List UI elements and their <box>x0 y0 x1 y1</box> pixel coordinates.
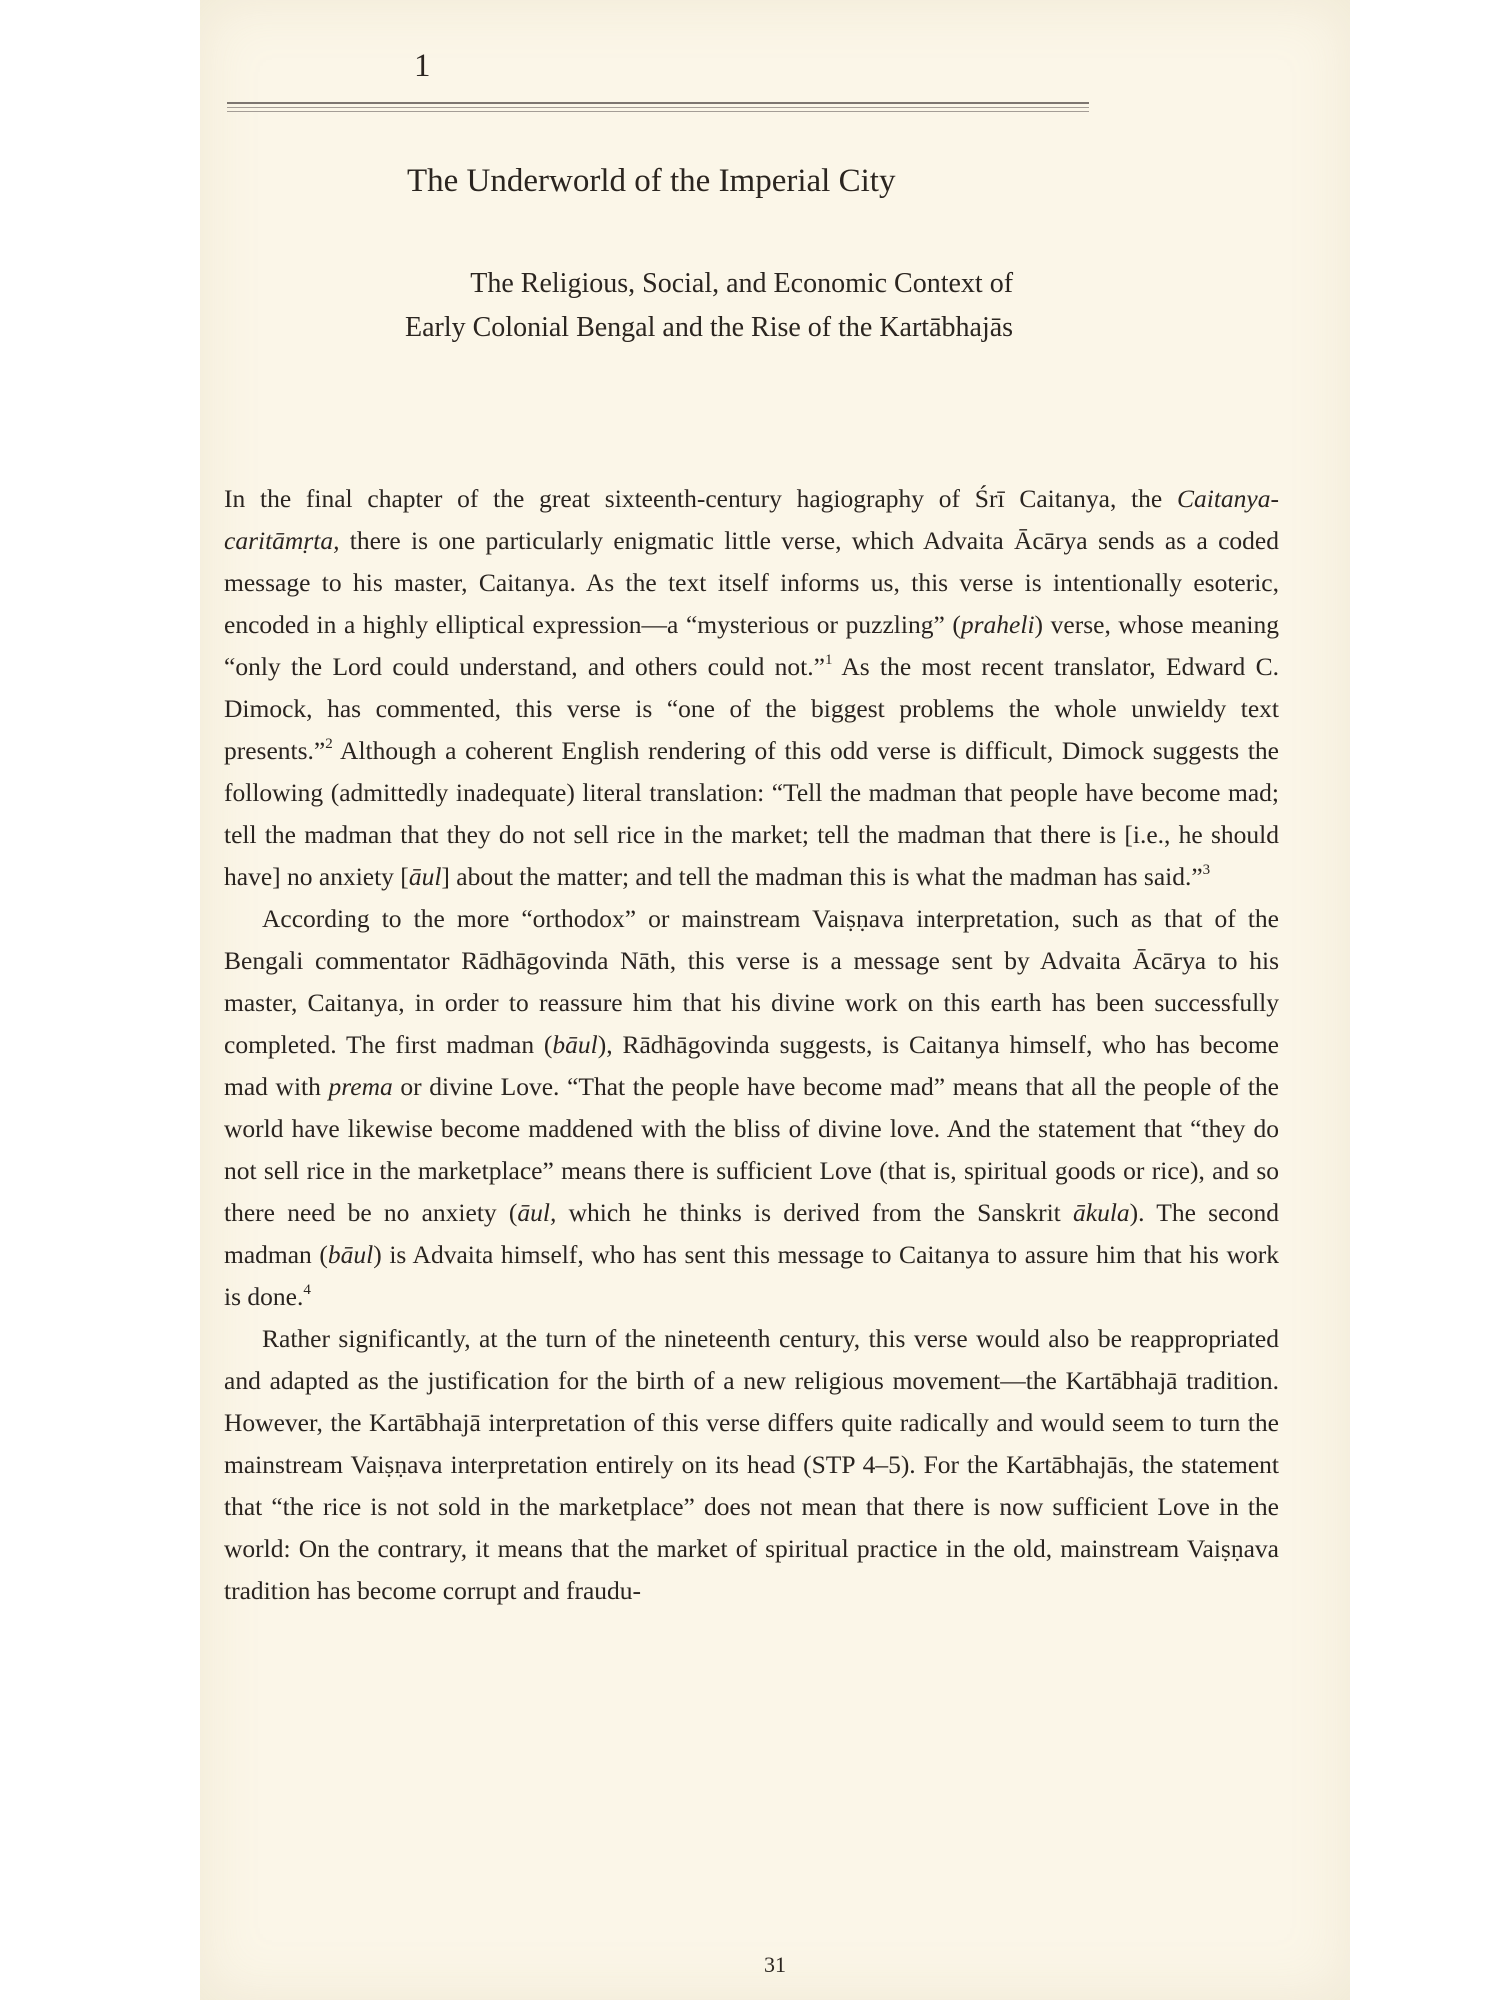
text-run: ). The second madman ( <box>224 1198 1279 1269</box>
rule-line <box>227 107 1089 108</box>
subtitle-line: The Religious, Social, and Economic Context of <box>470 268 1014 299</box>
footnote-ref: 2 <box>325 736 333 752</box>
text-run: which he thinks is derived from the Sanskrit <box>556 1198 1073 1227</box>
page-number: 31 <box>764 1952 786 1977</box>
text-run: According to the more “orthodox” or mainstream Vaiṣṇava interpretation, such as that of the Bengali commentator Rādhāgovinda Nāth, this verse is a message sent by Advaita Ācārya to his master, Caitanya, in order to reassure him that his divine work on this earth has been successfully completed. The first madman ( <box>224 904 1279 1059</box>
chapter-rule <box>227 102 1089 115</box>
subtitle-line: Early Colonial Bengal and the Rise of the Kartābhajās <box>405 312 1014 343</box>
italic-term: bāul <box>327 1240 374 1269</box>
chapter-title: The Underworld of the Imperial City <box>407 163 896 199</box>
italic-term: Caitanya-caritāmṛta, <box>224 484 1279 555</box>
chapter-subtitle <box>405 262 1013 350</box>
text-run: ] about the matter; and tell the madman this is what the madman has said.” <box>441 862 1203 891</box>
text-run: ) verse, whose meaning “only the Lord could understand, and others could not.” <box>224 610 1279 681</box>
text-run: ), Rādhāgovinda suggests, is Caitanya himself, who has become mad with <box>224 1030 1279 1101</box>
italic-term: āul, <box>517 1198 557 1227</box>
italic-term: prema <box>328 1072 393 1101</box>
italic-term: ākula <box>1073 1198 1130 1227</box>
text-run: there is one particularly enigmatic little verse, which Advaita Ācārya sends as a coded message to his master, Caitanya. As the text itself informs us, this verse is intentionally esoteric, encoded in a highly elliptical expression—a “mysterious or puzzling” ( <box>224 526 1279 639</box>
italic-term: āul <box>408 862 442 891</box>
text-run: Although a coherent English rendering of this odd verse is difficult, Dimock suggests the following (admittedly inadequate) literal translation: “Tell the madman that people have become mad; tell the madman that they do not sell rice in the market; tell the madman that there is [i.e., he should have] no anxiety [ <box>224 736 1279 891</box>
text-run: In the final chapter of the great sixteenth-century hagiography of Śrī Caitanya, the <box>224 484 1177 513</box>
paragraph <box>224 478 1279 898</box>
paragraph <box>224 898 1279 1318</box>
text-run: ) is Advaita himself, who has sent this message to Caitanya to assure him that his work is done. <box>224 1240 1279 1311</box>
footnote-ref: 1 <box>824 652 833 668</box>
rule-line <box>227 102 1089 104</box>
text-run: Rather significantly, at the turn of the nineteenth century, this verse would also be reappropriated and adapted as the justification for the birth of a new religious movement—the Kartābhajā tradition. However, the Kartābhajā interpretation of this verse differs quite radically and would seem to turn the mainstream Vaiṣṇava interpretation entirely on its head (STP 4–5). For the Kartābhajās, the statement that “the rice is not sold in the marketplace” does not mean that there is now sufficient Love in the world: On the contrary, it means that the market of spiritual practice in the old, mainstream Vaiṣṇava tradition has become corrupt and fraudu- <box>224 1324 1279 1605</box>
footnote-ref: 3 <box>1202 862 1211 878</box>
footnote-ref: 4 <box>303 1282 311 1298</box>
chapter-number: 1 <box>414 48 431 84</box>
book-page <box>200 0 1350 2000</box>
italic-term: praheli <box>960 610 1035 639</box>
body-text <box>224 478 1279 1612</box>
text-run: or divine Love. “That the people have become mad” means that all the people of the world have likewise become maddened with the bliss of divine love. And the statement that “they do not sell rice in the marketplace” means there is sufficient Love (that is, spiritual goods or rice), and so there need be no anxiety ( <box>224 1072 1279 1227</box>
text-run: As the most recent translator, Edward C. Dimock, has commented, this verse is “one of the biggest problems the whole unwieldy text presents.” <box>224 652 1280 765</box>
rule-line <box>227 111 1089 112</box>
paragraph <box>224 1318 1279 1612</box>
italic-term: bāul <box>552 1030 598 1059</box>
